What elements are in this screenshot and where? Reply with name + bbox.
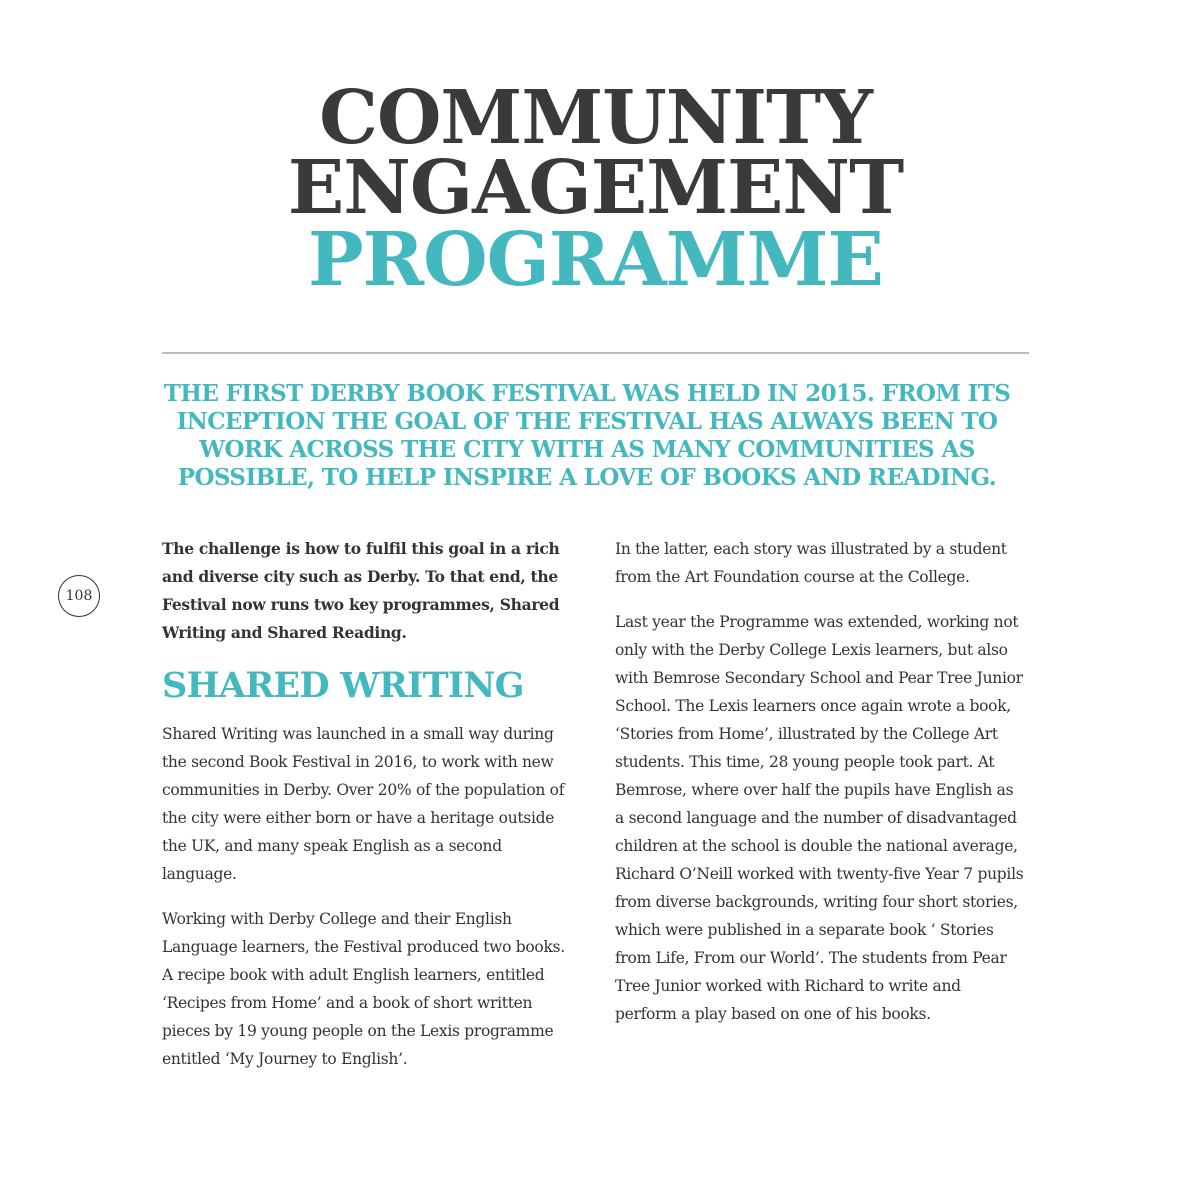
- body-paragraph: Last year the Programme was extended, working not only with the Derby College Lexis learners, but also with Bemrose Secondary School and Pear Tree Junior School. The Lexis learners once again wrote a book, ‘Stories from Home’, illustrated by the College Art students. This time, 28 young people took part. At Bemrose, where over half the pupils have English as a second language and the number of disadvantaged children at the school is double the national average, Richard O’Neill worked with twenty-five Year 7 pupils from diverse backgrounds, writing four short stories, which were published in a separate book ‘ Stories from Life, From our World’. The students from Pear Tree Junior worked with Richard to write and perform a play based on one of his books.: [615, 613, 1024, 1023]
- body-paragraph: Working with Derby College and their English Language learners, the Festival produced two books. A recipe book with adult English learners, entitled ‘Recipes from Home’ and a book of short written pieces by 19 young people on the Lexis programme entitled ‘My Journey to English’.: [162, 910, 565, 1068]
- page-number: 108: [65, 588, 93, 604]
- left-column: [162, 535, 572, 1090]
- section-heading-shared-writing: SHARED WRITING: [162, 665, 524, 706]
- intro-statement: THE FIRST DERBY BOOK FESTIVAL WAS HELD IN 2015. FROM ITS INCEPTION THE GOAL OF THE FESTIVAL HAS ALWAYS BEEN TO WORK ACROSS THE CITY WITH AS MANY COMMUNITIES AS POSSIBLE, TO HELP INSPIRE A LOVE OF BOOKS AND READING.: [163, 380, 1011, 491]
- divider-rule: [162, 352, 1029, 354]
- body-paragraph: In the latter, each story was illustrated by a student from the Art Foundation course at the College.: [615, 540, 1007, 586]
- page-title-line-2: ENGAGEMENT: [287, 145, 904, 231]
- body-paragraph: Shared Writing was launched in a small way during the second Book Festival in 2016, to work with new communities in Derby. Over 20% of the population of the city were either born or have a heritage outside the UK, and many speak English as a second language.: [162, 725, 565, 883]
- page-number-badge: [58, 575, 100, 617]
- right-column: [615, 535, 1025, 1045]
- page-title-line-3: PROGRAMME: [308, 217, 883, 303]
- lead-paragraph: The challenge is how to fulfil this goal in a rich and diverse city such as Derby. To that end, the Festival now runs two key programmes, Shared Writing and Shared Reading.: [162, 539, 560, 642]
- page-title-line-1: COMMUNITY: [319, 75, 872, 161]
